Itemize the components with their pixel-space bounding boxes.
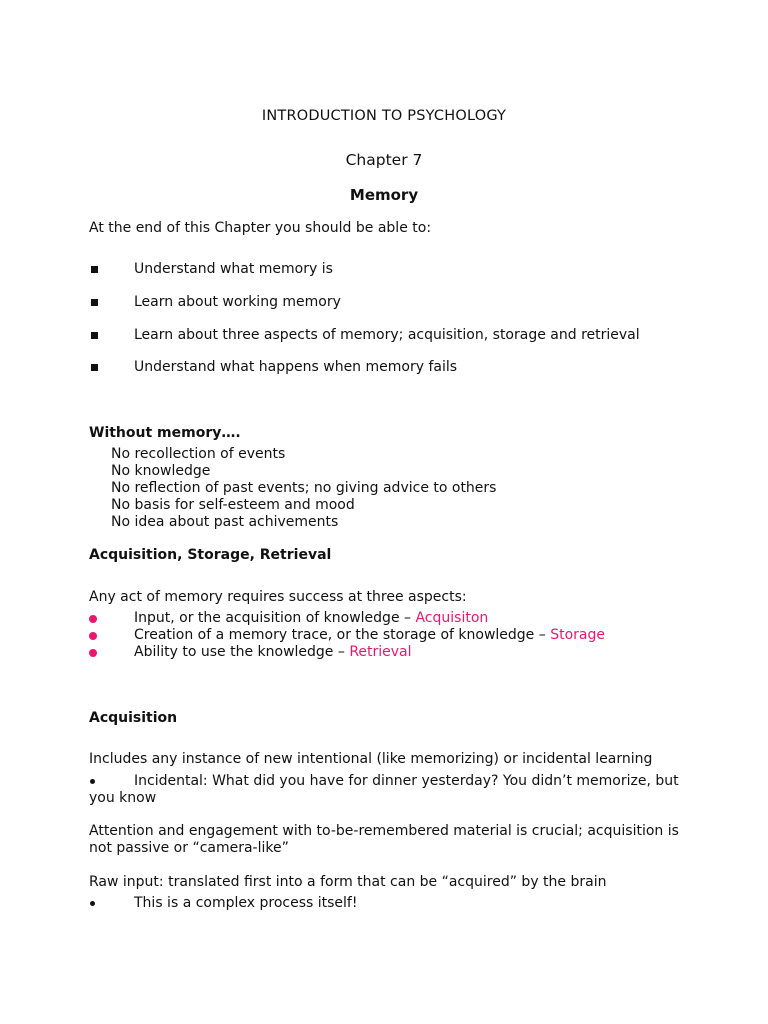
asr-item-text: Creation of a memory trace, or the storage of knowledge –: [134, 627, 551, 643]
acquisition-heading: Acquisition: [89, 710, 178, 726]
pink-bullet-icon: [89, 615, 97, 623]
asr-item-term: Storage: [550, 627, 605, 643]
objective-text: Learn about three aspects of memory; acquisition, storage and retrieval: [134, 327, 640, 343]
bullet-text: Incidental: What did you have for dinner yesterday? You didn’t memorize, but: [134, 773, 679, 789]
square-bullet-icon: [91, 364, 98, 371]
asr-heading: Acquisition, Storage, Retrieval: [89, 547, 332, 563]
list-item: No recollection of events: [111, 446, 286, 462]
objectives-intro: At the end of this Chapter you should be able to:: [89, 220, 432, 236]
asr-item-term: Retrieval: [349, 644, 412, 660]
acquisition-paragraph: Includes any instance of new intentional (like memorizing) or incidental learning: [89, 751, 653, 767]
bullet-text-continued: you know: [89, 790, 157, 806]
list-item: No reflection of past events; no giving advice to others: [111, 480, 497, 496]
pink-bullet-icon: [89, 649, 97, 657]
chapter-number: Chapter 7: [345, 151, 423, 169]
asr-intro: Any act of memory requires success at three aspects:: [89, 589, 467, 605]
objective-text: Learn about working memory: [134, 294, 341, 310]
course-title: INTRODUCTION TO PSYCHOLOGY: [261, 108, 507, 124]
bullet-text: This is a complex process itself!: [134, 895, 358, 911]
bullet-icon: [90, 779, 95, 784]
without-memory-heading: Without memory….: [89, 425, 241, 441]
paragraph-line: Attention and engagement with to-be-remembered material is crucial; acquisition is: [89, 823, 679, 839]
square-bullet-icon: [91, 332, 98, 339]
list-item: No idea about past achivements: [111, 514, 339, 530]
asr-item-term: Acquisiton: [415, 610, 489, 626]
square-bullet-icon: [91, 299, 98, 306]
asr-item-line: [134, 627, 605, 643]
chapter-topic: Memory: [349, 186, 419, 204]
objective-text: Understand what memory is: [134, 261, 333, 277]
list-item: No knowledge: [111, 463, 211, 479]
asr-item-line: [134, 644, 412, 660]
pink-bullet-icon: [89, 632, 97, 640]
objective-text: Understand what happens when memory fails: [134, 359, 458, 375]
asr-item-line: [134, 610, 488, 626]
acquisition-paragraph: Raw input: translated first into a form that can be “acquired” by the brain: [89, 874, 607, 890]
square-bullet-icon: [91, 266, 98, 273]
list-item: No basis for self-esteem and mood: [111, 497, 355, 513]
asr-item-text: Ability to use the knowledge –: [134, 644, 350, 660]
paragraph-line: not passive or “camera-like”: [89, 840, 289, 856]
bullet-icon: [90, 901, 95, 906]
asr-item-text: Input, or the acquisition of knowledge –: [134, 610, 416, 626]
